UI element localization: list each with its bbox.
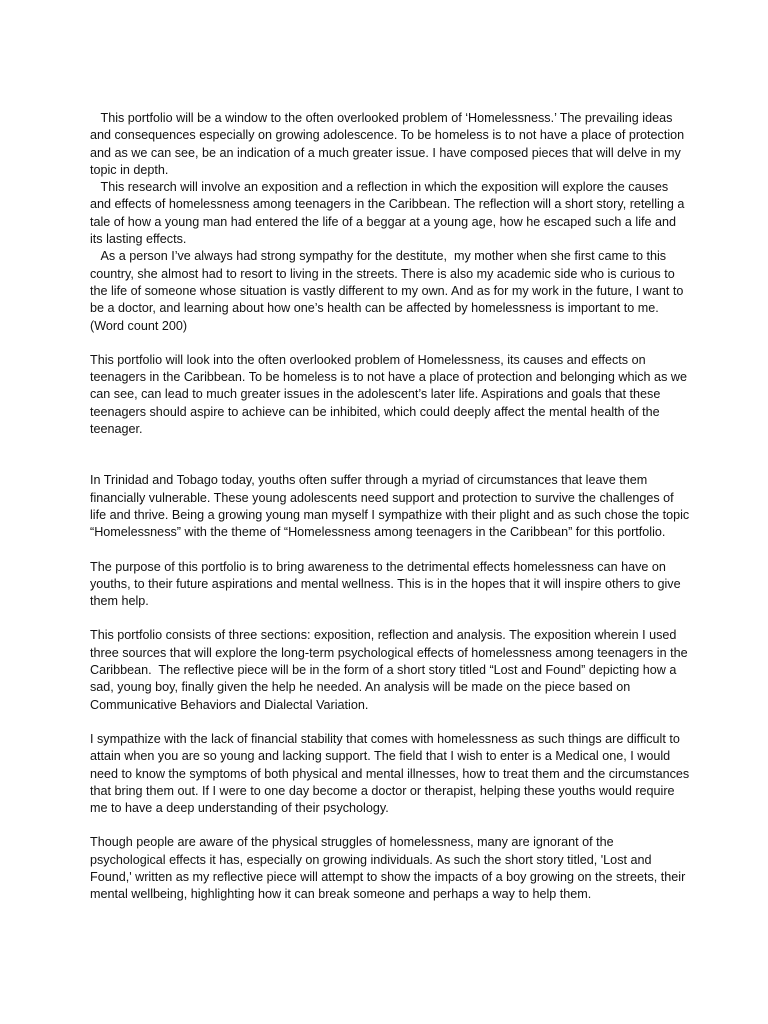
structure-paragraph: This portfolio consists of three sections: exposition, reflection and analysis. The exposition wherein I used three sources that will explore the long-term psychological effects of homelessness among teenagers in the Caribbean. The reflective piece will be in the form of a short story titled “Lost and Found” depicting how a sad, young boy, finally given the help he needed. An analysis will be made on the piece based on Communicative Behaviors and Dialectal Variation. (90, 628, 692, 712)
motivation-paragraph: I sympathize with the lack of financial stability that comes with homelessness as such things are difficult to attain when you are so young and lacking support. The field that I wish to enter is a Medical one, I would need to know the symptoms of both physical and mental illnesses, how to treat them and the circumstances that bring them out. If I were to one day become a doctor or therapist, helping these youths would require me to have a deep understanding of their psychology. (90, 731, 693, 816)
conclusion-paragraph: Though people are aware of the physical struggles of homelessness, many are ignorant of the psychological effects it has, especially on growing individuals. As such the short story titled, 'Lost and Found,' written as my reflective piece will attempt to show the impacts of a boy growing on the streets, their mental wellbeing, highlighting how it can break someone and perhaps a way to help them. (90, 835, 689, 902)
intro-paragraph-1: This portfolio will be a window to the often overlooked problem of ‘Homelessness.’ The prevailing ideas and consequences especially on growing adolescence. To be homeless is to not have a place of protection and as we can see, be an indication of a much greater issue. I have composed pieces that will delve in my topic in depth. (90, 111, 688, 177)
document-page (90, 110, 693, 904)
intro-paragraph-3: As a person I’ve always had strong sympathy for the destitute, my mother when she first came to this country, she almost had to resort to living in the streets. There is also my academic side who is curious to the life of someone whose situation is vastly different to my own. And as for my work in the future, I want to be a doctor, and learning about how one’s health can be affected by homelessness is important to me. (Word count 200) (90, 249, 687, 333)
context-paragraph: In Trinidad and Tobago today, youths often suffer through a myriad of circumstances that leave them financially vulnerable. These young adolescents need support and protection to survive the challenges of life and thrive. Being a growing young man myself I sympathize with their plight and as such chose the topic “Homelessness” with the theme of “Homelessness among teenagers in the Caribbean” for this portfolio. (90, 473, 693, 540)
purpose-paragraph: The purpose of this portfolio is to bring awareness to the detrimental effects homelessness can have on youths, to their future aspirations and mental wellness. This is in the hopes that it will inspire others to give them help. (90, 559, 685, 609)
overview-paragraph: This portfolio will look into the often overlooked problem of Homelessness, its causes and effects on teenagers in the Caribbean. To be homeless is to not have a place of protection and belonging which as we can see, can lead to much greater issues in the adolescent’s later life. Aspirations and goals that these teenagers should aspire to achieve can be inhibited, which could deeply affect the mental health of the teenager. (90, 352, 691, 437)
intro-paragraph-2: This research will involve an exposition and a reflection in which the exposition will explore the causes and effects of homelessness among teenagers in the Caribbean. The reflection will a short story, retelling a tale of how a young man had entered the life of a beggar at a young age, how he escaped such a life and its lasting effects. (90, 180, 688, 247)
